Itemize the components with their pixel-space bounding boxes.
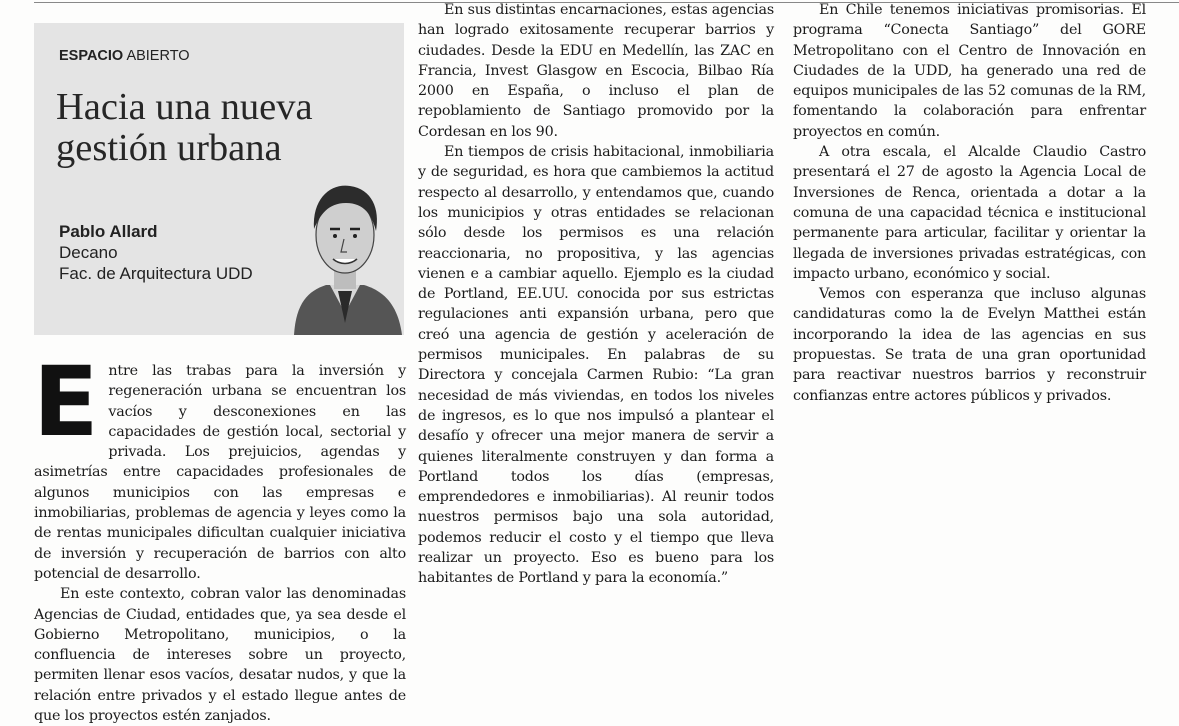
kicker-bold: ESPACIO (59, 48, 124, 64)
paragraph-1-text: ntre las trabas para la inversión y regeneración urbana se encuentran los vacíos y desconexiones en las capacidades de gestión local, sectorial y privada. Los prejuicios, agendas y asimetrías entre capacidades profesionales de algunos municipios con las empresas e inmobiliarias, problemas de agencia y leyes como la de rentas municipales dificultan cualquier iniciativa de inversión y recuperación de barrios con alto potencial de desarrollo. (34, 363, 406, 582)
column-3 (793, 0, 1146, 406)
column-1 (33, 346, 406, 726)
article-paragraph-5: En Chile tenemos iniciativas promisorias. El programa “Conecta Santiago” del GORE Metropolitano con el Centro de Innovación en Ciudades de la UDD, ha generado una red de equipos municipales de las 52 comunas de la RM, fomentando la colaboración para enfrentar proyectos en común. (793, 2, 1146, 140)
author-portrait (286, 173, 404, 335)
section-kicker (59, 48, 190, 64)
column-2 (418, 0, 774, 589)
author-role: Decano (59, 243, 118, 262)
author-block (59, 221, 253, 284)
headline: Hacia una nueva gestión urbana (56, 86, 313, 169)
kicker-rest: ABIERTO (126, 48, 190, 64)
article-paragraph-1 (33, 346, 406, 584)
author-name: Pablo Allard (59, 222, 158, 241)
dropcap: E (33, 346, 99, 458)
article-paragraph-7: Vemos con esperanza que incluso algunas candidaturas como la de Evelyn Matthei están incorporando la idea de las agencias en sus propuestas. Se trata de una gran oportunidad para reactivar nuestros barrios y reconstruir confianzas entre actores públicos y privados. (793, 286, 1146, 404)
article-paragraph-3: En sus distintas encarnaciones, estas agencias han logrado exitosamente recuperar barrios y ciudades. Desde la EDU en Medellín, las ZAC en Francia, Invest Glasgow en Escocia, Bilbao Ría 2000 en España, o incluso el plan de repoblamiento de Santiago promovido por la Cordesan en los 90. (418, 2, 774, 140)
article-paragraph-4: En tiempos de crisis habitacional, inmobiliaria y de seguridad, es hora que cambiemos la actitud respecto al desarrollo, y entendamos que, cuando los municipios y otras entidades se relacionan sólo desde los permisos es una relación reaccionaria, no propositiva, y las agencias vienen e a cambiar aquello. Ejemplo es la ciudad de Portland, EE.UU. conocida por sus estrictas regulaciones anti expansión urbana, pero que creó una agencia de gestión y aceleración de permisos municipales. En palabras de su Directora y concejala Carmen Rubio: “La gran necesidad de más viviendas, en todos los niveles de ingresos, es lo que nos impulsó a plantear el desafío y ofrecer una mejor manera de servir a quienes literalmente construyen y dan forma a Portland todos los días (empresas, emprendedores e inmobiliarias). Al reunir todos nuestros permisos bajo una sola autoridad, podemos reducir el costo y el tiempo que lleva realizar un proyecto. Eso es bueno para los habitantes de Portland y para la economía.” (418, 144, 774, 587)
header-box (34, 23, 404, 335)
article-paragraph-6: A otra escala, el Alcalde Claudio Castro presentará el 27 de agosto la Agencia Local de Inversiones de Renca, orientada a dotar a la comuna de una capacidad técnica e institucional permanente para articular, facilitar y orientar la llegada de inversiones privadas estratégicas, con impacto urbano, económico y social. (793, 144, 1146, 282)
author-affiliation: Fac. de Arquitectura UDD (59, 264, 253, 283)
article-paragraph-2: En este contexto, cobran valor las denominadas Agencias de Ciudad, entidades que, ya sea desde el Gobierno Metropolitano, municipios, o la confluencia de intereses sobre un proyecto, permiten llenar esos vacíos, desatar nudos, y que la relación entre privados y el estado llegue antes de que los proyectos estén zanjados. (34, 586, 406, 725)
